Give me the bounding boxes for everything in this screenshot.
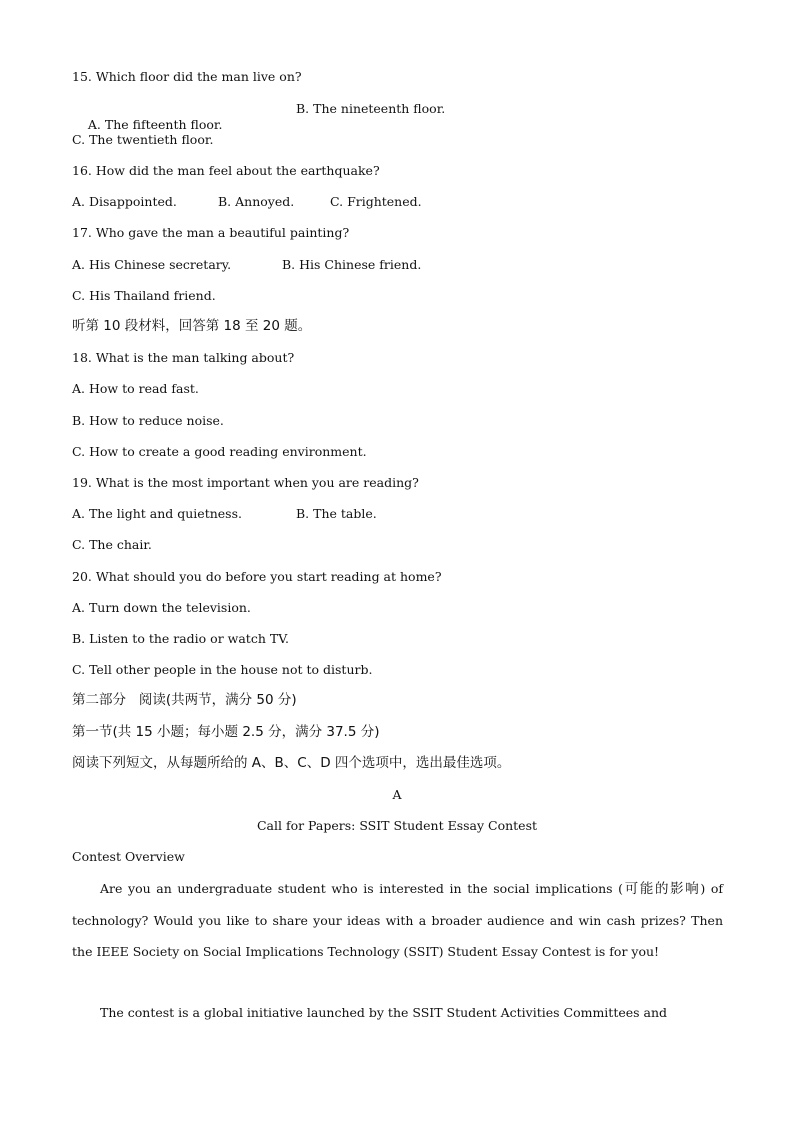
q16-option-b: B. Annoyed. (218, 194, 295, 209)
q18-option-a: A. How to read fast. (72, 381, 199, 396)
reading-instruction: 阅读下列短文，从每题所给的 A、B、C、D 四个选项中，选出最佳选项。 (72, 755, 511, 771)
q20-option-a: A. Turn down the television. (72, 600, 251, 615)
passage-paragraph-2: The contest is a global initiative launched by the SSIT Student Activities Committees and (100, 1005, 668, 1020)
q19-option-b: B. The table. (296, 506, 377, 521)
q16-option-c: C. Frightened. (330, 194, 422, 209)
q15-question: 15. Which floor did the man live on? (72, 69, 302, 84)
q18-question: 18. What is the man talking about? (72, 350, 295, 365)
q20-question: 20. What should you do before you start reading at home? (72, 569, 442, 584)
q19-option-c: C. The chair. (72, 537, 152, 552)
passage-letter: A (392, 787, 402, 802)
para1-text-2: ) of technology? Would you like to share your ideas with a broader audience and win cash prizes? Then the IEEE Society on Social Implications Technology (SSIT) Student Essay Contest is for you! (72, 881, 723, 959)
q15-option-b: B. The nineteenth floor. (296, 101, 446, 116)
q15-option-c: C. The twentieth floor. (72, 132, 214, 147)
q19-option-a: A. The light and quietness. (72, 506, 242, 521)
para1-chinese-gloss: 可能的影响 (623, 881, 701, 897)
q17-question: 17. Who gave the man a beautiful painting? (72, 225, 350, 240)
q18-option-b: B. How to reduce noise. (72, 413, 224, 428)
para1-text-1: Are you an undergraduate student who is interested in the social implications ( (100, 881, 624, 896)
q17-option-a: A. His Chinese secretary. (72, 257, 232, 272)
q19-question: 19. What is the most important when you are reading? (72, 475, 419, 490)
q15-option-a: A. The fifteenth floor. (87, 117, 223, 132)
section-one-heading: 第一节(共 15 小题；每小题 2.5 分，满分 37.5 分) (72, 724, 380, 740)
contest-overview-heading: Contest Overview (72, 849, 185, 864)
q17-option-c: C. His Thailand friend. (72, 288, 216, 303)
q16-option-a: A. Disappointed. (72, 194, 177, 209)
q20-option-b: B. Listen to the radio or watch TV. (72, 631, 290, 646)
passage-paragraph-1 (72, 873, 723, 967)
q18-option-c: C. How to create a good reading environment. (72, 444, 367, 459)
part-two-heading: 第二部分 阅读(共两节，满分 50 分) (72, 692, 297, 708)
q16-question: 16. How did the man feel about the earthquake? (72, 163, 380, 178)
passage-title: Call for Papers: SSIT Student Essay Contest (256, 818, 538, 833)
q20-option-c: C. Tell other people in the house not to disturb. (72, 662, 373, 677)
q17-option-b: B. His Chinese friend. (282, 257, 422, 272)
section-10-instruction: 听第 10 段材料，回答第 18 至 20 题。 (72, 318, 312, 334)
